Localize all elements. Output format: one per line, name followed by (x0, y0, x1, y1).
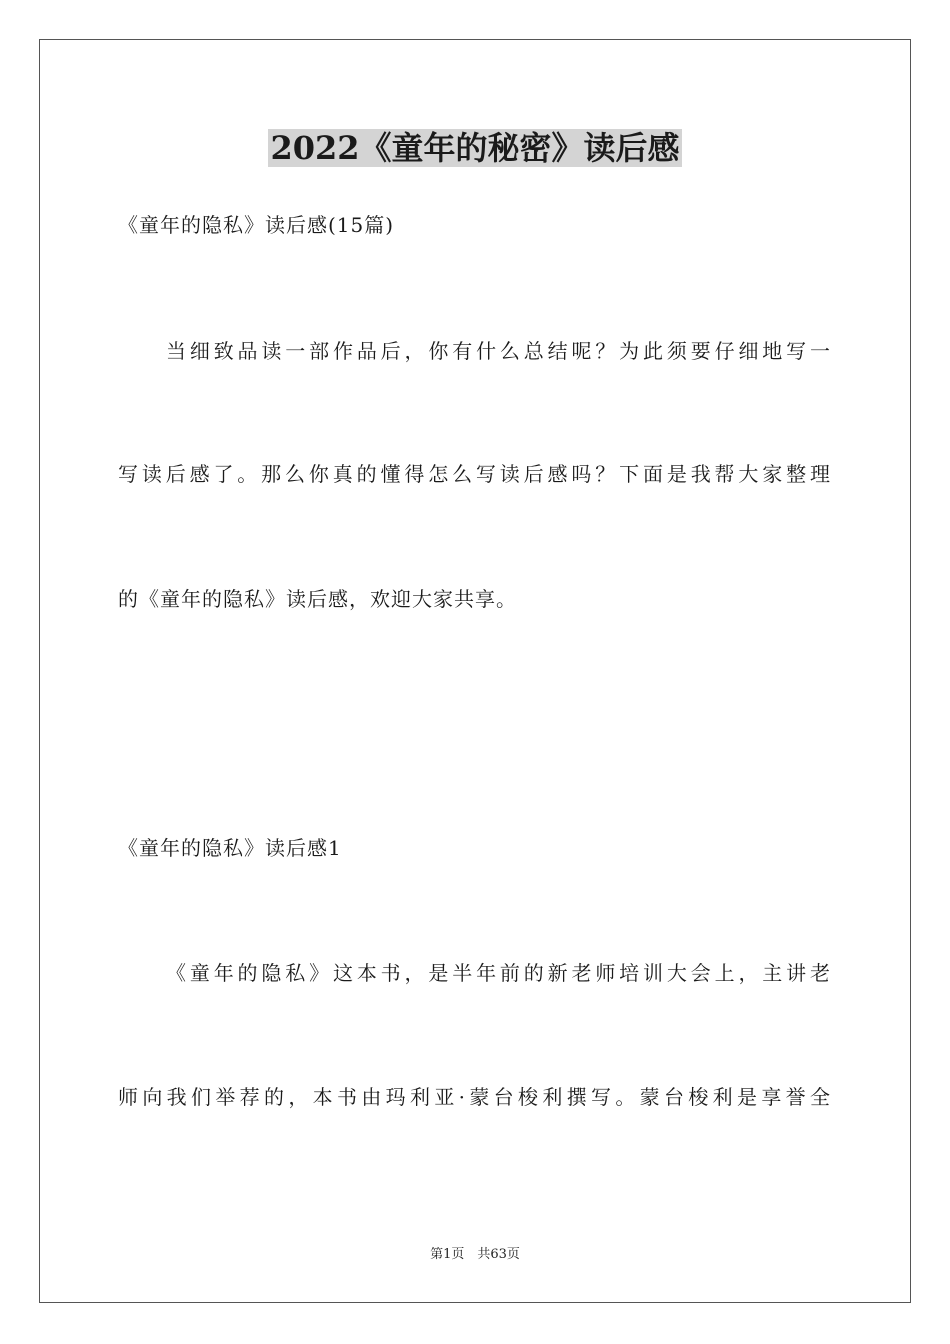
intro-line-2: 写读后感了。那么你真的懂得怎么写读后感吗？下面是我帮大家整理 (118, 462, 830, 486)
section-line-2: 师向我们举荐的，本书由玛利亚·蒙台梭利撰写。蒙台梭利是享誉全 (118, 1085, 830, 1109)
intro-line-1: 当细致品读一部作品后，你有什么总结呢？为此须要仔细地写一 (166, 339, 830, 363)
document-subtitle: 《童年的隐私》读后感(15篇) (118, 213, 395, 237)
document-title-text: 2022《童年的秘密》读后感 (270, 129, 680, 167)
page-number-footer: 第1页 共63页 (430, 1247, 520, 1262)
section-heading: 《童年的隐私》读后感1 (118, 836, 342, 860)
section-line-1: 《童年的隐私》这本书，是半年前的新老师培训大会上，主讲老 (166, 961, 830, 985)
intro-line-3: 的《童年的隐私》读后感，欢迎大家共享。 (118, 587, 517, 611)
document-title (0, 126, 950, 170)
